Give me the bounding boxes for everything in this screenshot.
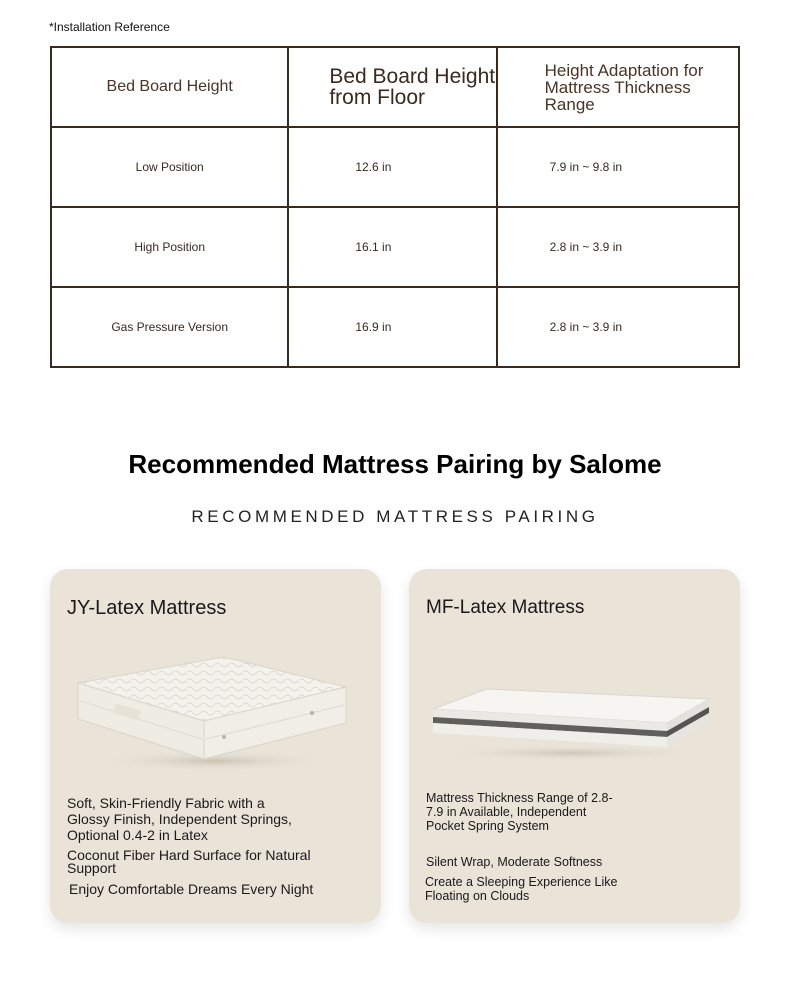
cell-thickness-range: 2.8 in ~ 3.9 in [497, 207, 739, 287]
installation-reference-note: *Installation Reference [49, 20, 170, 34]
feature-text: Silent Wrap, Moderate Softness [426, 855, 603, 869]
mattress-card-mf-latex[interactable] [409, 569, 740, 923]
cell-thickness-range: 7.9 in ~ 9.8 in [497, 127, 739, 207]
header-height-from-floor: Bed Board Height from Floor [288, 47, 496, 127]
header-bed-board-height: Bed Board Height [51, 47, 288, 127]
feature-text: Coconut Fiber Hard Surface for Natural Support [67, 847, 311, 876]
feature-text: Enjoy Comfortable Dreams Every Night [69, 881, 314, 897]
feature-text: Soft, Skin-Friendly Fabric with a Glossy Finish, Independent Springs, Optional 0.4-2 in Latex [67, 795, 292, 843]
cell-floor-height: 12.6 in [288, 127, 496, 207]
cell-floor-height: 16.1 in [288, 207, 496, 287]
jy-latex-mattress-image [74, 653, 352, 771]
card-title: JY-Latex Mattress [67, 597, 227, 619]
feature-text: Mattress Thickness Range of 2.8-7.9 in Available, Independent Pocket Spring System [426, 791, 613, 833]
cell-floor-height: 16.9 in [288, 287, 496, 367]
section-subtitle: RECOMMENDED MATTRESS PAIRING [191, 507, 599, 526]
card-title: MF-Latex Mattress [426, 597, 585, 618]
header-thickness-range: Height Adaptation for Mattress Thickness Range [497, 47, 739, 127]
section-title: Recommended Mattress Pairing by Salome [128, 449, 662, 479]
table-row [51, 287, 739, 367]
table-header-row [51, 47, 739, 127]
cell-thickness-range: 2.8 in ~ 3.9 in [497, 287, 739, 367]
installation-table [50, 46, 740, 368]
table-row [51, 207, 739, 287]
table-row [51, 127, 739, 207]
mattress-card-jy-latex[interactable] [50, 569, 381, 923]
feature-text: Create a Sleeping Experience Like Floating on Clouds [425, 875, 618, 903]
cell-position: Gas Pressure Version [51, 287, 288, 367]
cell-position: High Position [51, 207, 288, 287]
mf-latex-mattress-image [427, 687, 715, 762]
cell-position: Low Position [51, 127, 288, 207]
